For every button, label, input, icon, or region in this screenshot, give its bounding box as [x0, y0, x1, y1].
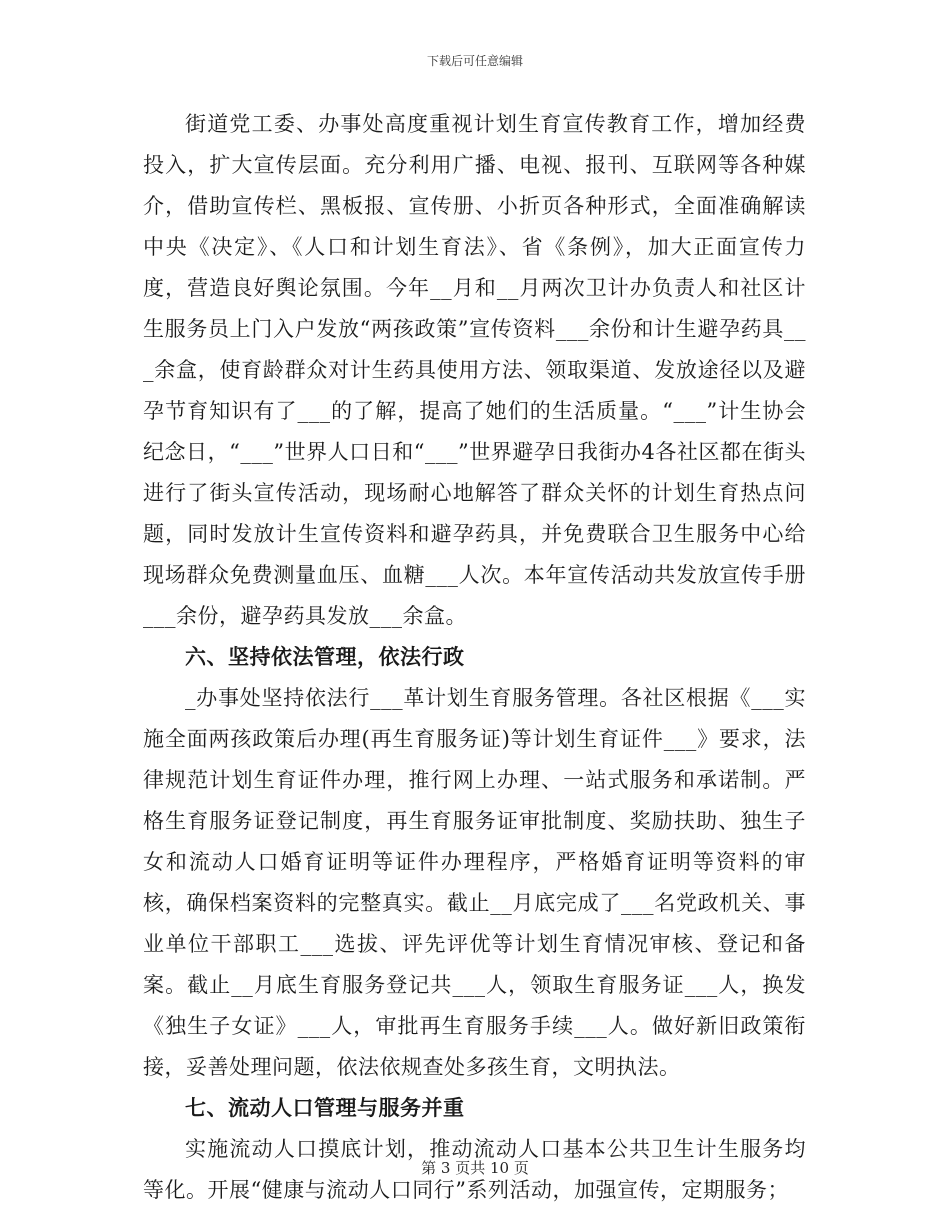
- paragraph-legal-management: _办事处坚持依法行___革计划生育服务管理。各社区根据《___实施全面两孩政策后办理(再生育服务证)等计划生育证件___》要求，法律规范计划生育证件办理，推行网上办理、一站式服务和承诺制。严格生育服务证登记制度，再生育服务证审批制度、奖励扶助、独生子女和流动人口婚育证明等证件办理程序，严格婚育证明等资料的审核，确保档案资料的完整真实。截止__月底完成了___名党政机关、事业单位干部职工___选拔、评先评优等计划生育情况审核、登记和备案。截止__月底生育服务登记共___人，领取生育服务证___人，换发《独生子女证》___人，审批再生育服务手续___人。做好新旧政策衔接，妥善处理问题，依法依规查处多孩生育，文明执法。: [143, 686, 806, 1079]
- section-heading-7: 七、流动人口管理与服务并重: [185, 1096, 465, 1120]
- document-body: [143, 104, 806, 1211]
- paragraph-floating-population: 实施流动人口摸底计划，推动流动人口基本公共卫生计生服务均等化。开展“健康与流动人口同行”系列活动，加强宣传，定期服务；: [143, 1137, 806, 1202]
- page-header: 下载后可任意编辑: [426, 54, 523, 68]
- paragraph-publicity: 街道党工委、办事处高度重视计划生育宣传教育工作，增加经费投入，扩大宣传层面。充分利用广播、电视、报刊、互联网等各种媒介，借助宣传栏、黑板报、宣传册、小折页各种形式，全面准确解读中央《决定》、《人口和计划生育法》、省《条例》，加大正面宣传力度，营造良好舆论氛围。今年__月和__月两次卫计办负责人和社区计生服务员上门入户发放“两孩政策”宣传资料___余份和计生避孕药具___余盒，使育龄群众对计生药具使用方法、领取渠道、发放途径以及避孕节育知识有了___的了解，提高了她们的生活质量。“___”计生协会纪念日，“___”世界人口日和“___”世界避孕日我街办4各社区都在街头进行了街头宣传活动，现场耐心地解答了群众关怀的计划生育热点问题，同时发放计生宣传资料和避孕药具，并免费联合卫生服务中心给现场群众免费测量血压、血糖___人次。本年宣传活动共发放宣传手册___余份，避孕药具发放___余盒。: [143, 112, 806, 628]
- section-heading-6: 六、坚持依法管理，依法行政: [185, 645, 465, 669]
- page-footer: 第 3 页共 10 页: [421, 1159, 529, 1177]
